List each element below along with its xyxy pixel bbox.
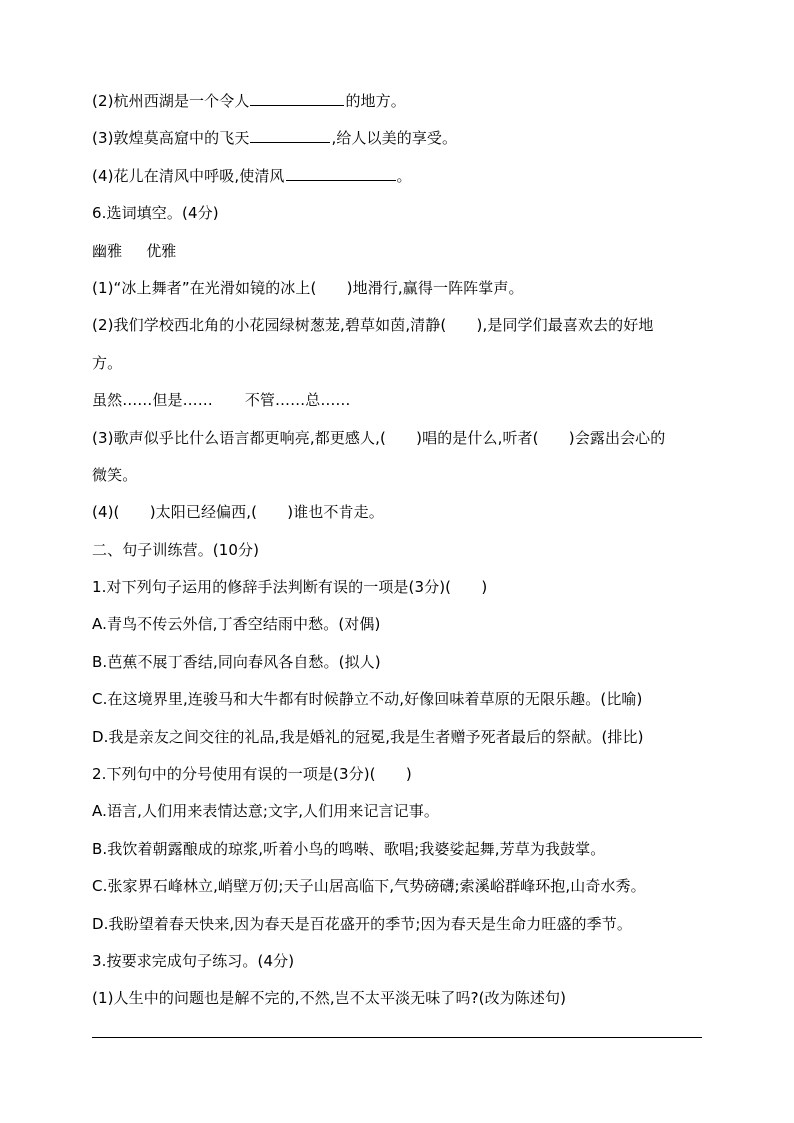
question-1-option-d: D.我是亲友之间交往的礼品,我是婚礼的冠冕,我是生者赠予死者最后的祭献。(排比) xyxy=(92,727,644,746)
question-1-option-a: A.青鸟不传云外信,丁香空结雨中愁。(对偶) xyxy=(92,615,381,634)
question-6-item-2-cont: 方。 xyxy=(92,353,123,372)
section-2-title: 二、句子训练营。(10分) xyxy=(92,540,260,559)
question-6-item-4: (4)( )太阳已经偏西,( )谁也不肯走。 xyxy=(92,503,384,522)
fill-item-2 xyxy=(92,83,712,120)
word-choices-a xyxy=(92,233,712,270)
word-choice: 虽然……但是…… xyxy=(92,391,213,410)
question-6-item-3: (3)歌声似乎比什么语言都更响亮,都更感人,( )唱的是什么,听者( )会露出会心的 xyxy=(92,428,666,447)
question-1-option-c: C.在这境界里,连骏马和大牛都有时候静立不动,好像回味着草原的无限乐趣。(比喻) xyxy=(92,690,643,709)
question-2-option-a: A.语言,人们用来表情达意;文字,人们用来记言记事。 xyxy=(92,802,439,821)
question-2-stem: 2.下列句中的分号使用有误的一项是(3分)( ) xyxy=(92,765,412,784)
fill-item-3-text: (3)敦煌莫高窟中的飞天 xyxy=(92,129,250,148)
question-2-option-c: C.张家界石峰林立,峭壁万仞;天子山居高临下,气势磅礴;索溪峪群峰环抱,山奇水秀。 xyxy=(92,877,646,896)
answer-blank[interactable] xyxy=(250,90,344,106)
question-1-stem: 1.对下列句子运用的修辞手法判断有误的一项是(3分)( ) xyxy=(92,578,488,597)
answer-line[interactable] xyxy=(92,1037,702,1038)
fill-item-4 xyxy=(92,158,712,195)
question-1-option-b: B.芭蕉不展丁香结,同向春风各自愁。(拟人) xyxy=(92,652,381,671)
question-2-option-d: D.我盼望着春天快来,因为春天是百花盛开的季节;因为春天是生命力旺盛的季节。 xyxy=(92,914,632,933)
question-6-item-2: (2)我们学校西北角的小花园绿树葱茏,碧草如茵,清静( ),是同学们最喜欢去的好地 xyxy=(92,316,654,335)
question-6-item-3-cont: 微笑。 xyxy=(92,465,138,484)
word-choice: 优雅 xyxy=(146,241,177,260)
fill-item-3 xyxy=(92,120,712,157)
worksheet-page xyxy=(92,83,712,1018)
question-6-title: 6.选词填空。(4分) xyxy=(92,204,219,223)
question-6-item-1: (1)“冰上舞者”在光滑如镜的冰上( )地滑行,赢得一阵阵掌声。 xyxy=(92,278,524,297)
question-3-stem: 3.按要求完成句子练习。(4分) xyxy=(92,951,295,970)
fill-item-3-tail: ,给人以美的享受。 xyxy=(331,129,458,148)
answer-blank[interactable] xyxy=(286,165,396,181)
question-2-option-b: B.我饮着朝露酿成的琼浆,听着小鸟的鸣啭、歌唱;我婆娑起舞,芳草为我鼓掌。 xyxy=(92,839,606,858)
word-choices-b xyxy=(92,382,712,419)
word-choice: 不管……总…… xyxy=(244,391,351,410)
fill-item-4-tail: 。 xyxy=(396,166,412,185)
answer-blank[interactable] xyxy=(250,127,330,143)
fill-item-2-tail: 的地方。 xyxy=(345,92,406,110)
question-3-item-1: (1)人生中的问题也是解不完的,不然,岂不太平淡无味了吗?(改为陈述句) xyxy=(92,989,567,1008)
fill-item-4-text: (4)花儿在清风中呼吸,使清风 xyxy=(92,166,285,185)
word-choice: 幽雅 xyxy=(92,241,123,260)
fill-item-2-text: (2)杭州西湖是一个令人 xyxy=(92,92,250,110)
